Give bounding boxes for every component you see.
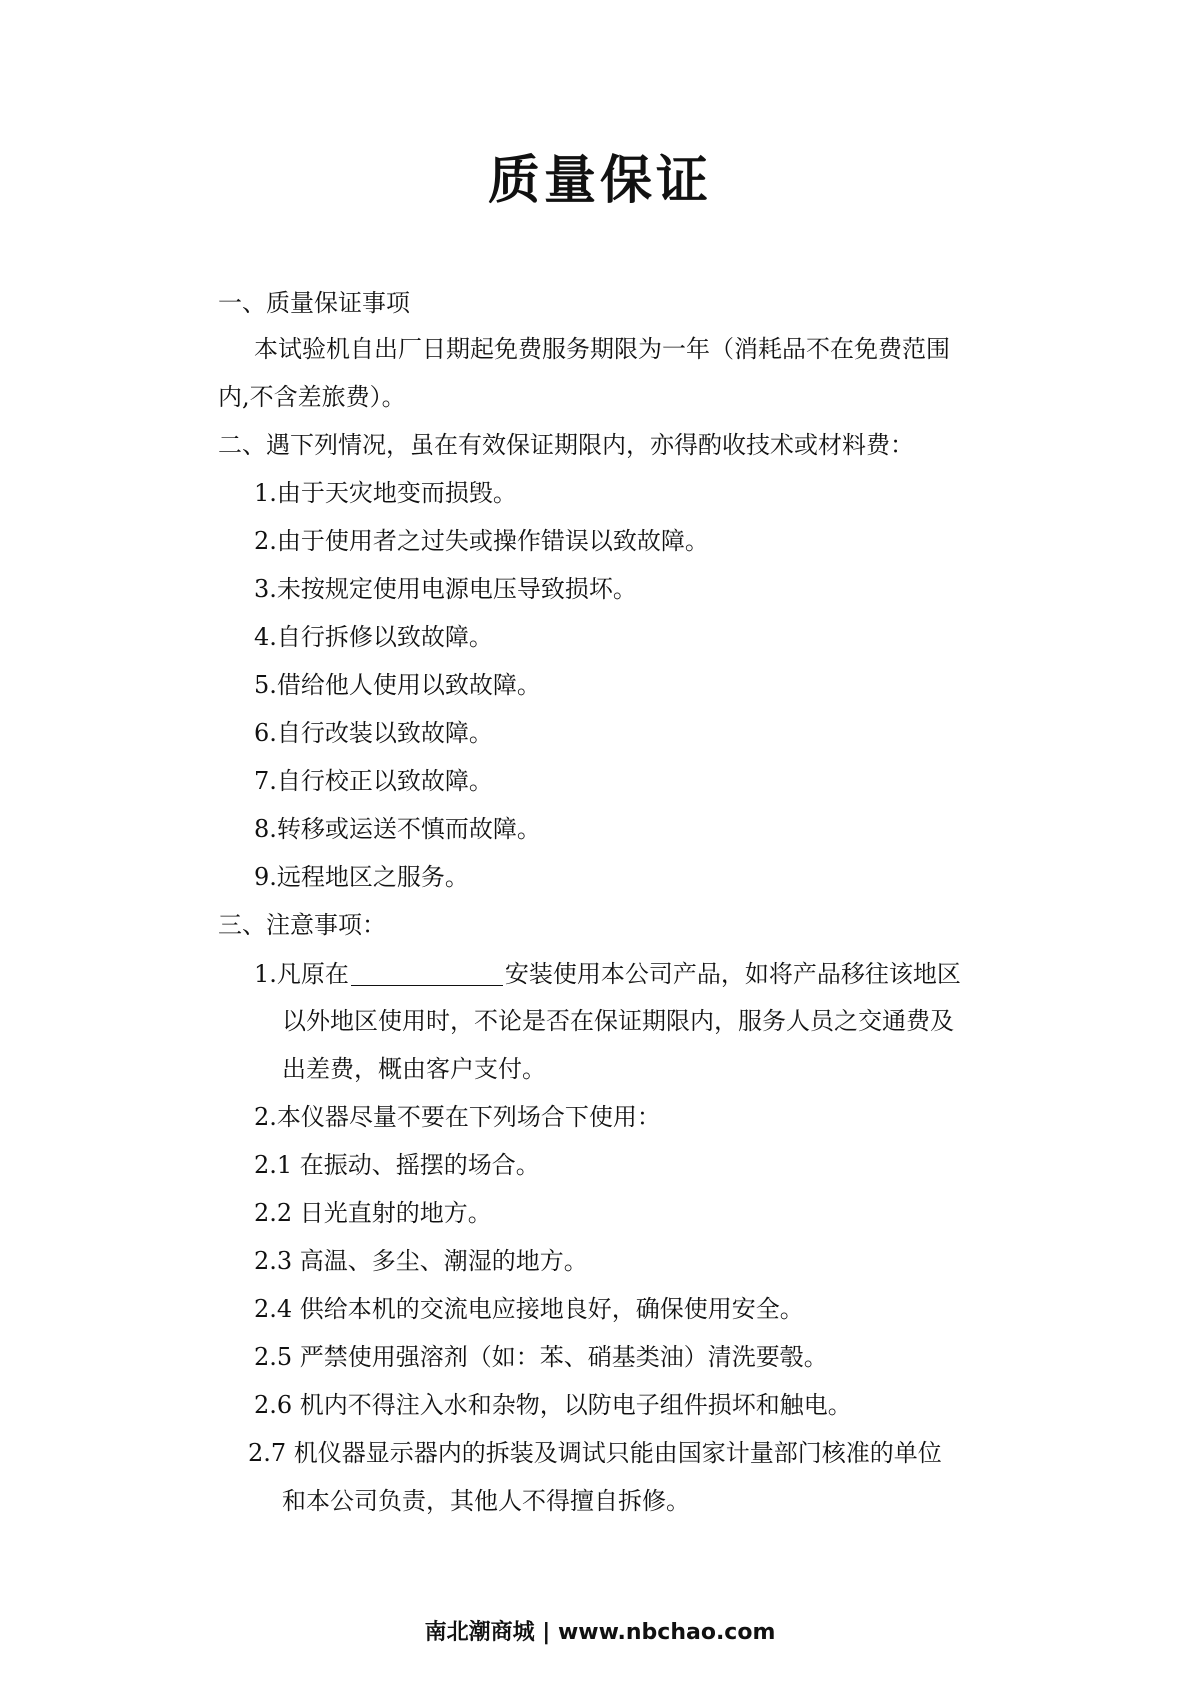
list-item: 7.自行校正以致故障。 xyxy=(254,767,493,795)
list-item: 2.5 严禁使用强溶剂（如：苯、硝基类油）清洗要彀。 xyxy=(254,1343,828,1371)
list-item: 5.借给他人使用以致故障。 xyxy=(254,671,541,699)
note-item-1-line-3: 出差费，概由客户支付。 xyxy=(282,1055,546,1083)
fill-in-blank-line xyxy=(351,961,503,986)
section-2-heading: 二、遇下列情况，虽在有效保证期限内，亦得酌收技术或材料费： xyxy=(218,431,914,459)
note-item-1-prefix: 1.凡原在 xyxy=(254,960,349,988)
list-item: 4.自行拆修以致故障。 xyxy=(254,623,493,651)
section-3-heading: 三、注意事项： xyxy=(218,911,386,939)
note-item-1-line-1 xyxy=(254,961,961,986)
section-1-paragraph-line-2: 内,不含差旅费）。 xyxy=(218,383,406,411)
section-1-paragraph-line-1: 本试验机自出厂日期起免费服务期限为一年（消耗品不在免费范围 xyxy=(254,335,950,363)
list-item: 2.4 供给本机的交流电应接地良好，确保使用安全。 xyxy=(254,1295,804,1323)
list-item: 2.1 在振动、摇摆的场合。 xyxy=(254,1151,540,1179)
footer-watermark: 南北潮商城 | www.nbchao.com xyxy=(424,1620,776,1645)
list-item: 2.由于使用者之过失或操作错误以致故障。 xyxy=(254,527,709,555)
note-item-1-line-2: 以外地区使用时，不论是否在保证期限内，服务人员之交通费及 xyxy=(282,1007,954,1035)
note-item-2-7-line-1: 2.7 机仪器显示器内的拆装及调试只能由国家计量部门核准的单位 xyxy=(248,1439,942,1467)
list-item: 2.6 机内不得注入水和杂物，以防电子组件损坏和触电。 xyxy=(254,1391,852,1419)
list-item: 3.未按规定使用电源电压导致损坏。 xyxy=(254,575,637,603)
section-1-heading: 一、质量保证事项 xyxy=(218,289,410,317)
note-item-2-7-line-2: 和本公司负责，其他人不得擅自拆修。 xyxy=(282,1487,690,1515)
list-item: 1.由于天灾地变而损毁。 xyxy=(254,479,517,507)
note-item-2: 2.本仪器尽量不要在下列场合下使用： xyxy=(254,1103,661,1131)
page-title: 质量保证 xyxy=(487,150,712,211)
list-item: 9.远程地区之服务。 xyxy=(254,863,469,891)
list-item: 2.2 日光直射的地方。 xyxy=(254,1199,492,1227)
list-item: 8.转移或运送不慎而故障。 xyxy=(254,815,541,843)
list-item: 6.自行改装以致故障。 xyxy=(254,719,493,747)
list-item: 2.3 高温、多尘、潮湿的地方。 xyxy=(254,1247,588,1275)
note-item-1-suffix: 安装使用本公司产品，如将产品移往该地区 xyxy=(504,960,961,988)
